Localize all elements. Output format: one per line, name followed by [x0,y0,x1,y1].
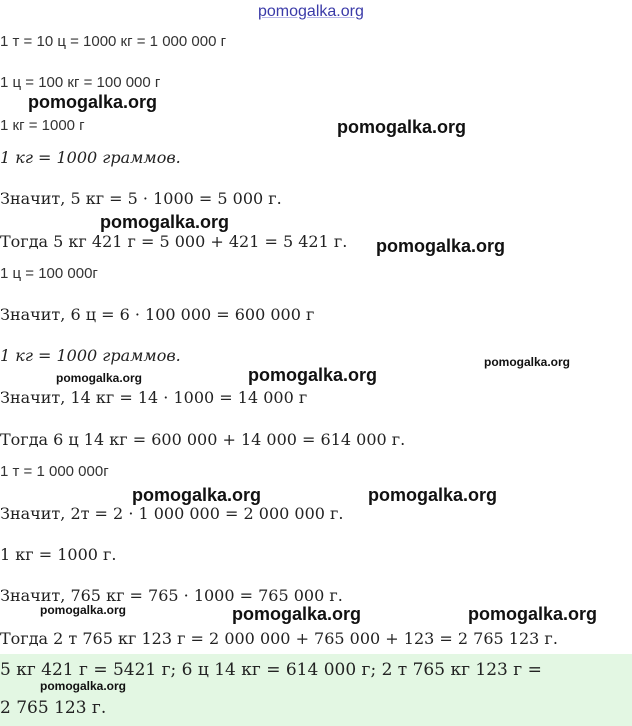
watermark: pomogalka.org [40,679,127,693]
watermark: pomogalka.org [248,365,378,385]
answer-line-1: 5 кг 421 г = 5421 г; 6 ц 14 кг = 614 000 г; 2 т 765 кг 123 г = [0,660,542,680]
conversion-line-kg: 1 кг = 1000 г [0,117,85,134]
answer-line-2: 2 765 123 г. [0,698,107,718]
calc-line-765kg: Значит, 765 кг = 765 · 1000 = 765 000 г. [0,586,343,605]
conversion-line-centner: 1 ц = 100 кг = 100 000 г [0,74,161,91]
calc-line-6c: Значит, 6 ц = 6 · 100 000 = 600 000 г [0,305,315,324]
watermark: pomogalka.org [484,355,571,369]
kg-grams-line: 1 кг = 1000 граммов. [0,148,181,167]
kg-grams-line-2: 1 кг = 1000 граммов. [0,346,181,365]
conversion-line-tonne-g: 1 т = 1 000 000г [0,463,109,480]
watermark: pomogalka.org [132,485,262,505]
watermark: pomogalka.org [40,603,127,617]
watermark: pomogalka.org [376,236,506,256]
conversion-line-centner-g: 1 ц = 100 000г [0,265,98,282]
watermark: pomogalka.org [56,371,143,385]
calc-line-14kg: Значит, 14 кг = 14 · 1000 = 14 000 г [0,388,308,407]
watermark: pomogalka.org [100,212,230,232]
kg-grams-line-3: 1 кг = 1000 г. [0,545,117,564]
calc-line-5kg: Значит, 5 кг = 5 · 1000 = 5 000 г. [0,189,282,208]
watermark: pomogalka.org [337,117,467,137]
result-line-5kg421g: Тогда 5 кг 421 г = 5 000 + 421 = 5 421 г. [0,232,348,251]
watermark: pomogalka.org [368,485,498,505]
watermark: pomogalka.org [28,92,158,112]
result-line-2t765kg123g: Тогда 2 т 765 кг 123 г = 2 000 000 + 765 000 + 123 = 2 765 123 г. [0,629,558,648]
calc-line-2t: Значит, 2т = 2 · 1 000 000 = 2 000 000 г. [0,504,344,523]
result-line-6c14kg: Тогда 6 ц 14 кг = 600 000 + 14 000 = 614 000 г. [0,430,406,449]
watermark-top: pomogalka.org [258,3,364,20]
conversion-line-tonne: 1 т = 10 ц = 1000 кг = 1 000 000 г [0,33,227,50]
watermark: pomogalka.org [468,604,598,624]
watermark: pomogalka.org [232,604,362,624]
